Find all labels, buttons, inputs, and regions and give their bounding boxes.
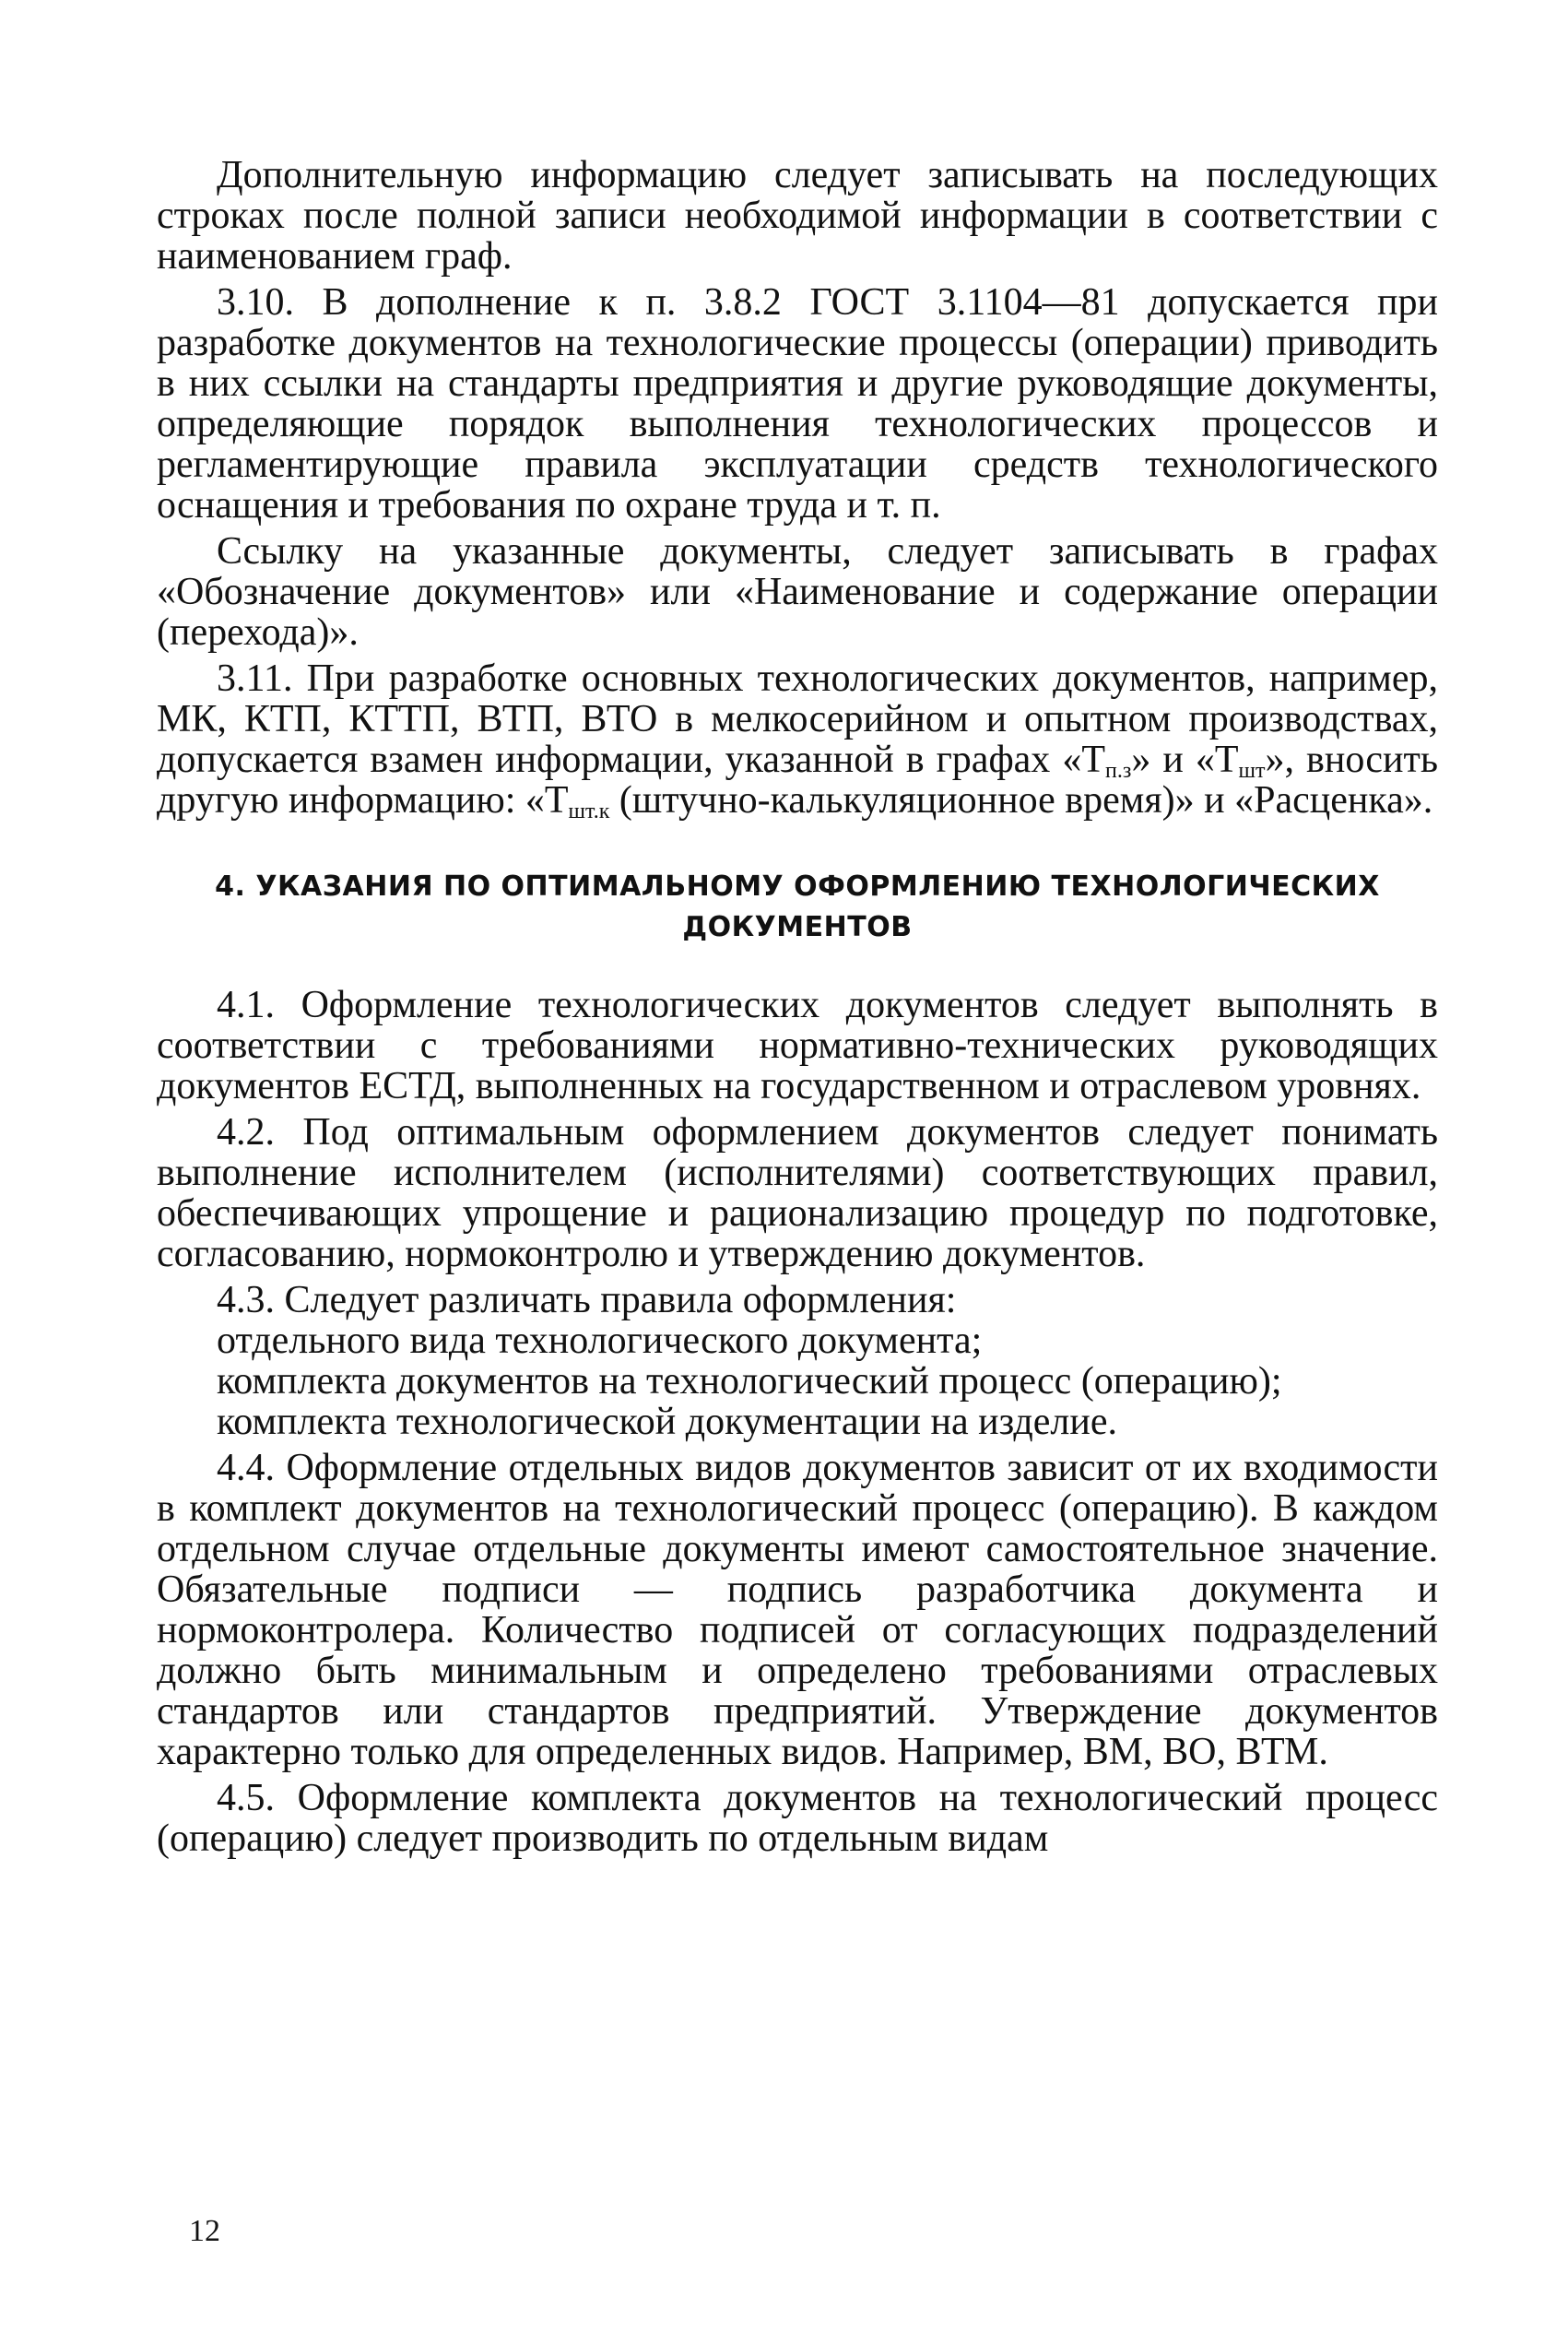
paragraph-4-2: 4.2. Под оптимальным оформлением документов следует понимать выполнение исполнителем (исполнителями) соответствующих правил, обеспечивающих упрощение и рационализацию процедур по подготовке, согласованию, нормоконтролю и утверждению документов. (157, 1111, 1438, 1275)
subscript-sht: шт (1238, 759, 1266, 783)
section-4-heading (157, 867, 1438, 948)
section-4-heading-line2: ДОКУМЕНТОВ (682, 911, 913, 943)
paragraph-3-11-text-b: » и «Т (1131, 739, 1239, 781)
section-4-heading-line1: 4. УКАЗАНИЯ ПО ОПТИМАЛЬНОМУ ОФОРМЛЕНИЮ ТЕХНОЛОГИЧЕСКИХ (215, 870, 1380, 903)
paragraph-3-11-text-a: 3.11. При разработке основных технологических документов, например, МК, КТП, КТТП, ВТП, ВТО в мелкосерийном и опытном производствах, допускается взамен информации, указанной в графах «Т (157, 657, 1438, 781)
page-number: 12 (189, 2214, 220, 2248)
subscript-shtk: шт.к (568, 799, 610, 823)
paragraph-additional-info: Дополнительную информацию следует записывать на последующих строках после полной записи необходимой информации в соответствии с наименованием граф. (157, 154, 1438, 278)
list-item: комплекта документов на технологический процесс (операцию); (217, 1360, 1282, 1403)
paragraph-3-11 (157, 658, 1438, 821)
paragraph-4-5: 4.5. Оформление комплекта документов на технологический процесс (операцию) следует производить по отдельным видам (157, 1777, 1438, 1860)
paragraph-4-3: 4.3. Следует различать правила оформления: (217, 1279, 957, 1321)
paragraph-3-11-text-d: (штучно-калькуляционное время)» и «Расценка». (609, 779, 1433, 822)
list-item: отдельного вида технологического документа; (217, 1320, 983, 1362)
paragraph-4-4: 4.4. Оформление отдельных видов документов зависит от их входимости в комплект документов на технологический процесс (операцию). В каждом отдельном случае отдельные документы имеют самостоятельное значение. Обязательные подписи — подпись разработчика документа и нормоконтролера. Количество подписей от согласующих подразделений должно быть минимальным и определено требованиями отраслевых стандартов или стандартов предприятий. Утверждение документов характерно только для определенных видов. Например, ВМ, ВО, ВТМ. (157, 1447, 1438, 1773)
paragraph-3-10: 3.10. В дополнение к п. 3.8.2 ГОСТ 3.1104—81 допускается при разработке документов на технологические процессы (операции) приводить в них ссылки на стандарты предприятия и другие руководящие документы, определяющие порядок выполнения технологических процессов и регламентирующие правила эксплуатации средств технологического оснащения и требования по охране труда и т. п. (157, 281, 1438, 527)
paragraph-references: Ссылку на указанные документы, следует записывать в графах «Обозначение документов» или «Наименование и содержание операции (перехода)». (157, 530, 1438, 654)
document-page (157, 155, 1438, 1859)
subscript-pz: п.з (1104, 759, 1132, 783)
paragraph-3-11-text-c: », вносить другую информацию: «Т (157, 739, 1438, 822)
paragraph-4-1: 4.1. Оформление технологических документов следует выполнять в соответствии с требованиями нормативно-технических руководящих документов ЕСТД, выполненных на государственном и отраслевом уровнях. (157, 984, 1438, 1107)
list-item: комплекта технологической документации на изделие. (217, 1401, 1117, 1443)
